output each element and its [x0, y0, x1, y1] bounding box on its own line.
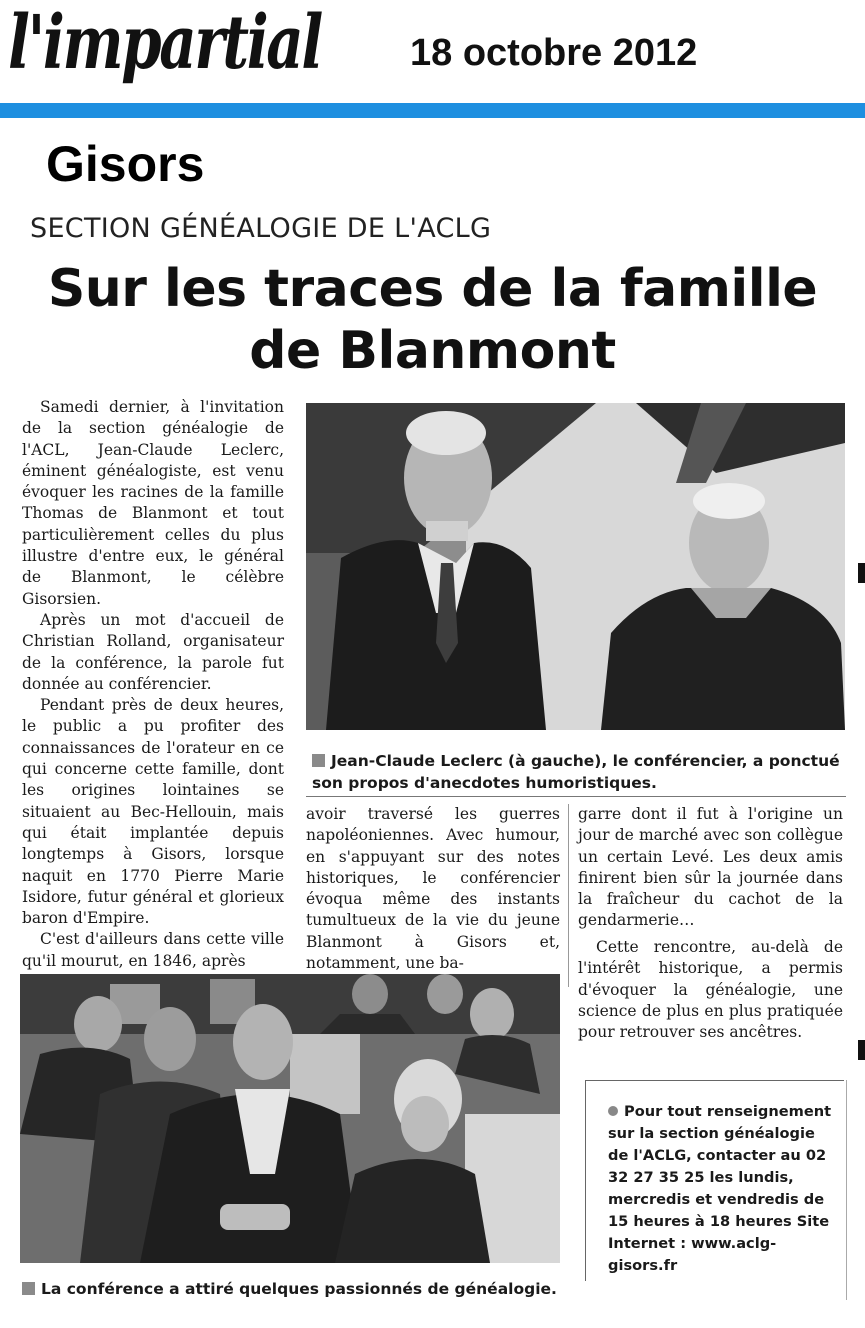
paragraph: avoir traversé les guerres napoléoniennes. Avec humour, en s'appuyant sur des notes historiques, le conférencier évoqua même des instants tumultueux de la vie du jeune Blanmont à Gisors et, notamment, une ba-: [306, 805, 560, 973]
caption-marker-icon: [312, 754, 325, 767]
section-kicker: SECTION GÉNÉALOGIE DE L'ACLG: [30, 213, 492, 244]
photo-caption-1: [312, 750, 847, 794]
scan-edge-mark: [858, 1040, 865, 1060]
headline-line-1: Sur les traces de la famille: [47, 259, 818, 319]
header-divider: [0, 103, 865, 118]
photo-caption-2: [22, 1278, 562, 1300]
page-edge-rule: [846, 1080, 847, 1300]
publication-date: 18 octobre 2012: [410, 32, 698, 74]
newspaper-logo: l'impartial: [8, 0, 321, 86]
article-column-3-continued: [578, 937, 843, 1043]
city-label: Gisors: [46, 136, 205, 192]
photo-audience-illustration: [20, 974, 560, 1263]
column-divider-vertical: [568, 804, 569, 987]
scan-edge-mark: [858, 563, 865, 583]
column-divider: [306, 796, 846, 797]
article-column-2: [306, 804, 560, 974]
article-column-3: [578, 804, 843, 932]
caption-text: Jean-Claude Leclerc (à gauche), le conférencier, a ponctué son propos d'anecdotes humoristiques.: [312, 752, 840, 792]
paragraph: C'est d'ailleurs dans cette ville qu'il mourut, en 1846, après: [22, 930, 284, 970]
photo-speakers-illustration: [306, 403, 845, 730]
headline-line-2: de Blanmont: [249, 321, 616, 381]
article-column-1: [22, 397, 284, 972]
article-headline: [0, 258, 865, 382]
info-text: Pour tout renseignement sur la section généalogie de l'ACLG, contacter au 02 32 27 35 25 les lundis, mercredis et vendredis de 15 heures à 18 heures Site Internet : www.aclg-gisors.fr: [608, 1103, 832, 1274]
paragraph: Après un mot d'accueil de Christian Rolland, organisateur de la conférence, la parole fut donnée au conférencier.: [22, 610, 284, 693]
paragraph: Cette rencontre, au-delà de l'intérêt historique, a permis d'évoquer la généalogie, une science de plus en plus pratiquée pour retrouver ses ancêtres.: [578, 938, 843, 1042]
info-box-text: [608, 1101, 840, 1277]
photo-audience: [20, 974, 560, 1263]
photo-speakers: [306, 403, 845, 730]
bullet-icon: [608, 1106, 618, 1116]
paragraph: Samedi dernier, à l'invitation de la section généalogie de l'ACL, Jean-Claude Leclerc, éminent généalogiste, est venu évoquer les racines de la famille Thomas de Blanmont et tout particulièrement celles du plus illustre d'entre eux, le général de Blanmont, le célèbre Gisorsien.: [22, 398, 284, 608]
paragraph: Pendant près de deux heures, le public a pu profiter des connaissances de l'orateur en ce qui concerne cette famille, dont les origines lointaines se situaient au Bec-Hellouin, mais qui était implantée depuis longtemps à Gisors, lorsque naquit en 1770 Pierre Marie Isidore, futur général et glorieux baron d'Empire.: [22, 696, 284, 928]
caption-marker-icon: [22, 1282, 35, 1295]
paragraph: garre dont il fut à l'origine un jour de marché avec son collègue un certain Levé. Les deux amis finirent bien sûr la journée dans la fraîcheur du cachot de la gendarmerie…: [578, 805, 843, 930]
caption-text: La conférence a attiré quelques passionnés de généalogie.: [41, 1280, 557, 1298]
